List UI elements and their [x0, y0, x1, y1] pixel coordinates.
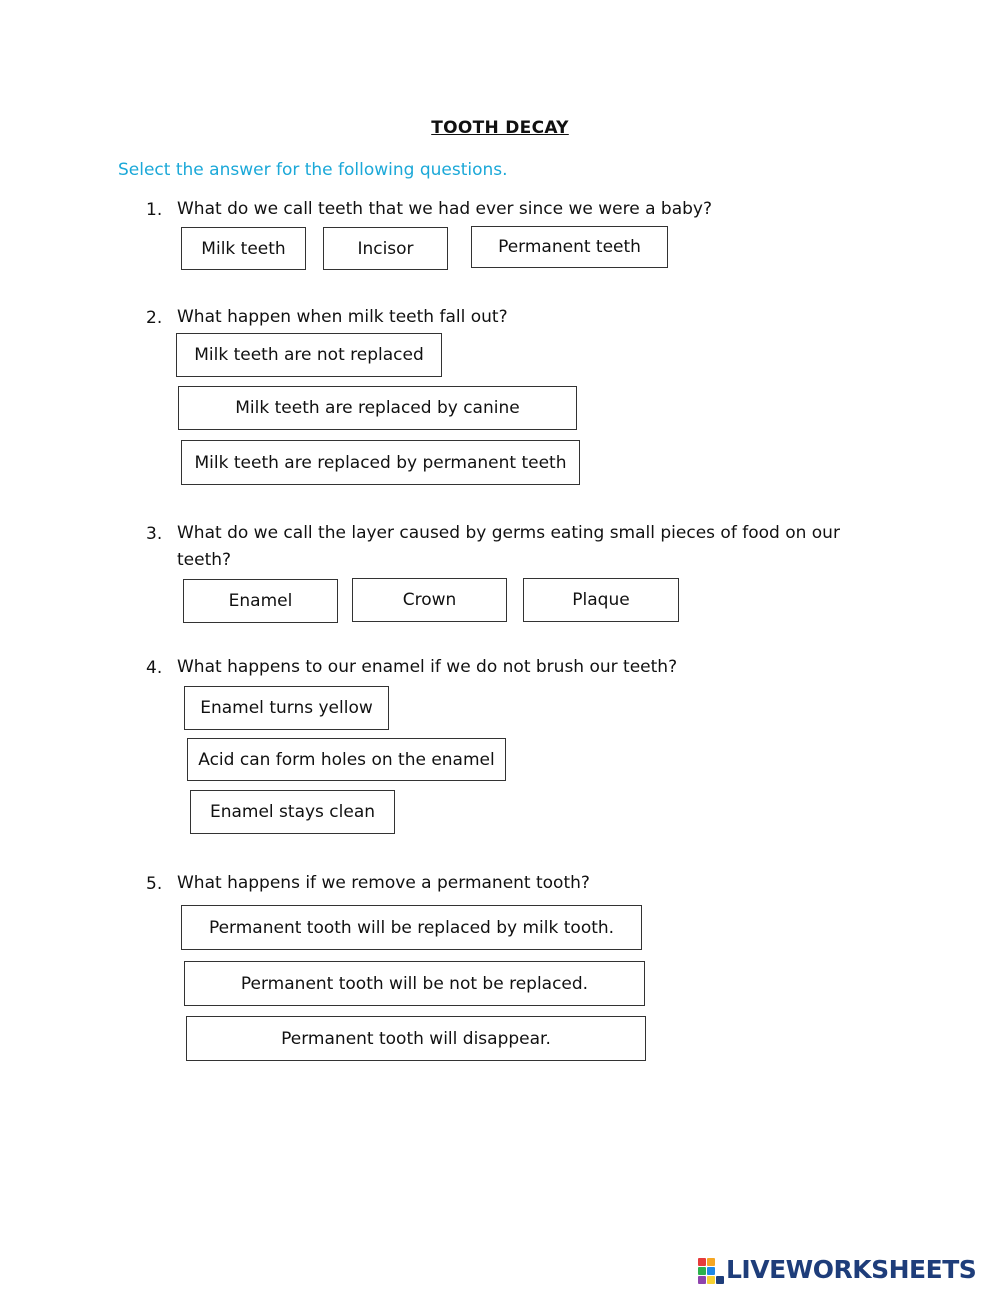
question-number-2: 2.	[146, 308, 163, 328]
worksheet-title: TOOTH DECAY	[431, 118, 569, 138]
question-text-3-line1: What do we call the layer caused by germs eating small pieces of food on our	[177, 523, 840, 543]
q3-option-plaque[interactable]: Plaque	[523, 578, 679, 622]
q5-option-disappear[interactable]: Permanent tooth will disappear.	[186, 1016, 646, 1061]
question-number-1: 1.	[146, 200, 163, 220]
liveworksheets-logo	[698, 1254, 976, 1286]
liveworksheets-logo-icon	[698, 1256, 724, 1284]
question-text-3-line2: teeth?	[177, 550, 232, 570]
liveworksheets-logo-text: LIVEWORKSHEETS	[726, 1255, 977, 1284]
question-number-4: 4.	[146, 658, 163, 678]
question-text-2: What happen when milk teeth fall out?	[177, 307, 508, 327]
q4-option-stays-clean[interactable]: Enamel stays clean	[190, 790, 395, 834]
q3-option-crown[interactable]: Crown	[352, 578, 507, 622]
q2-option-replaced-by-canine[interactable]: Milk teeth are replaced by canine	[178, 386, 577, 430]
q2-option-replaced-by-permanent[interactable]: Milk teeth are replaced by permanent teeth	[181, 440, 580, 485]
question-text-1: What do we call teeth that we had ever since we were a baby?	[177, 199, 713, 219]
q3-option-enamel[interactable]: Enamel	[183, 579, 338, 623]
q5-option-not-replaced[interactable]: Permanent tooth will be not be replaced.	[184, 961, 645, 1006]
question-number-3: 3.	[146, 524, 163, 544]
q5-option-replaced-by-milk-tooth[interactable]: Permanent tooth will be replaced by milk tooth.	[181, 905, 642, 950]
q2-option-not-replaced[interactable]: Milk teeth are not replaced	[176, 333, 442, 377]
q1-option-permanent-teeth[interactable]: Permanent teeth	[471, 226, 668, 268]
question-number-5: 5.	[146, 874, 163, 894]
q1-option-milk-teeth[interactable]: Milk teeth	[181, 227, 306, 270]
q4-option-turns-yellow[interactable]: Enamel turns yellow	[184, 686, 389, 730]
q4-option-acid-holes[interactable]: Acid can form holes on the enamel	[187, 738, 506, 781]
q1-option-incisor[interactable]: Incisor	[323, 227, 448, 270]
question-text-5: What happens if we remove a permanent tooth?	[177, 873, 590, 893]
question-text-4: What happens to our enamel if we do not brush our teeth?	[177, 657, 678, 677]
instruction-text: Select the answer for the following questions.	[118, 160, 508, 180]
